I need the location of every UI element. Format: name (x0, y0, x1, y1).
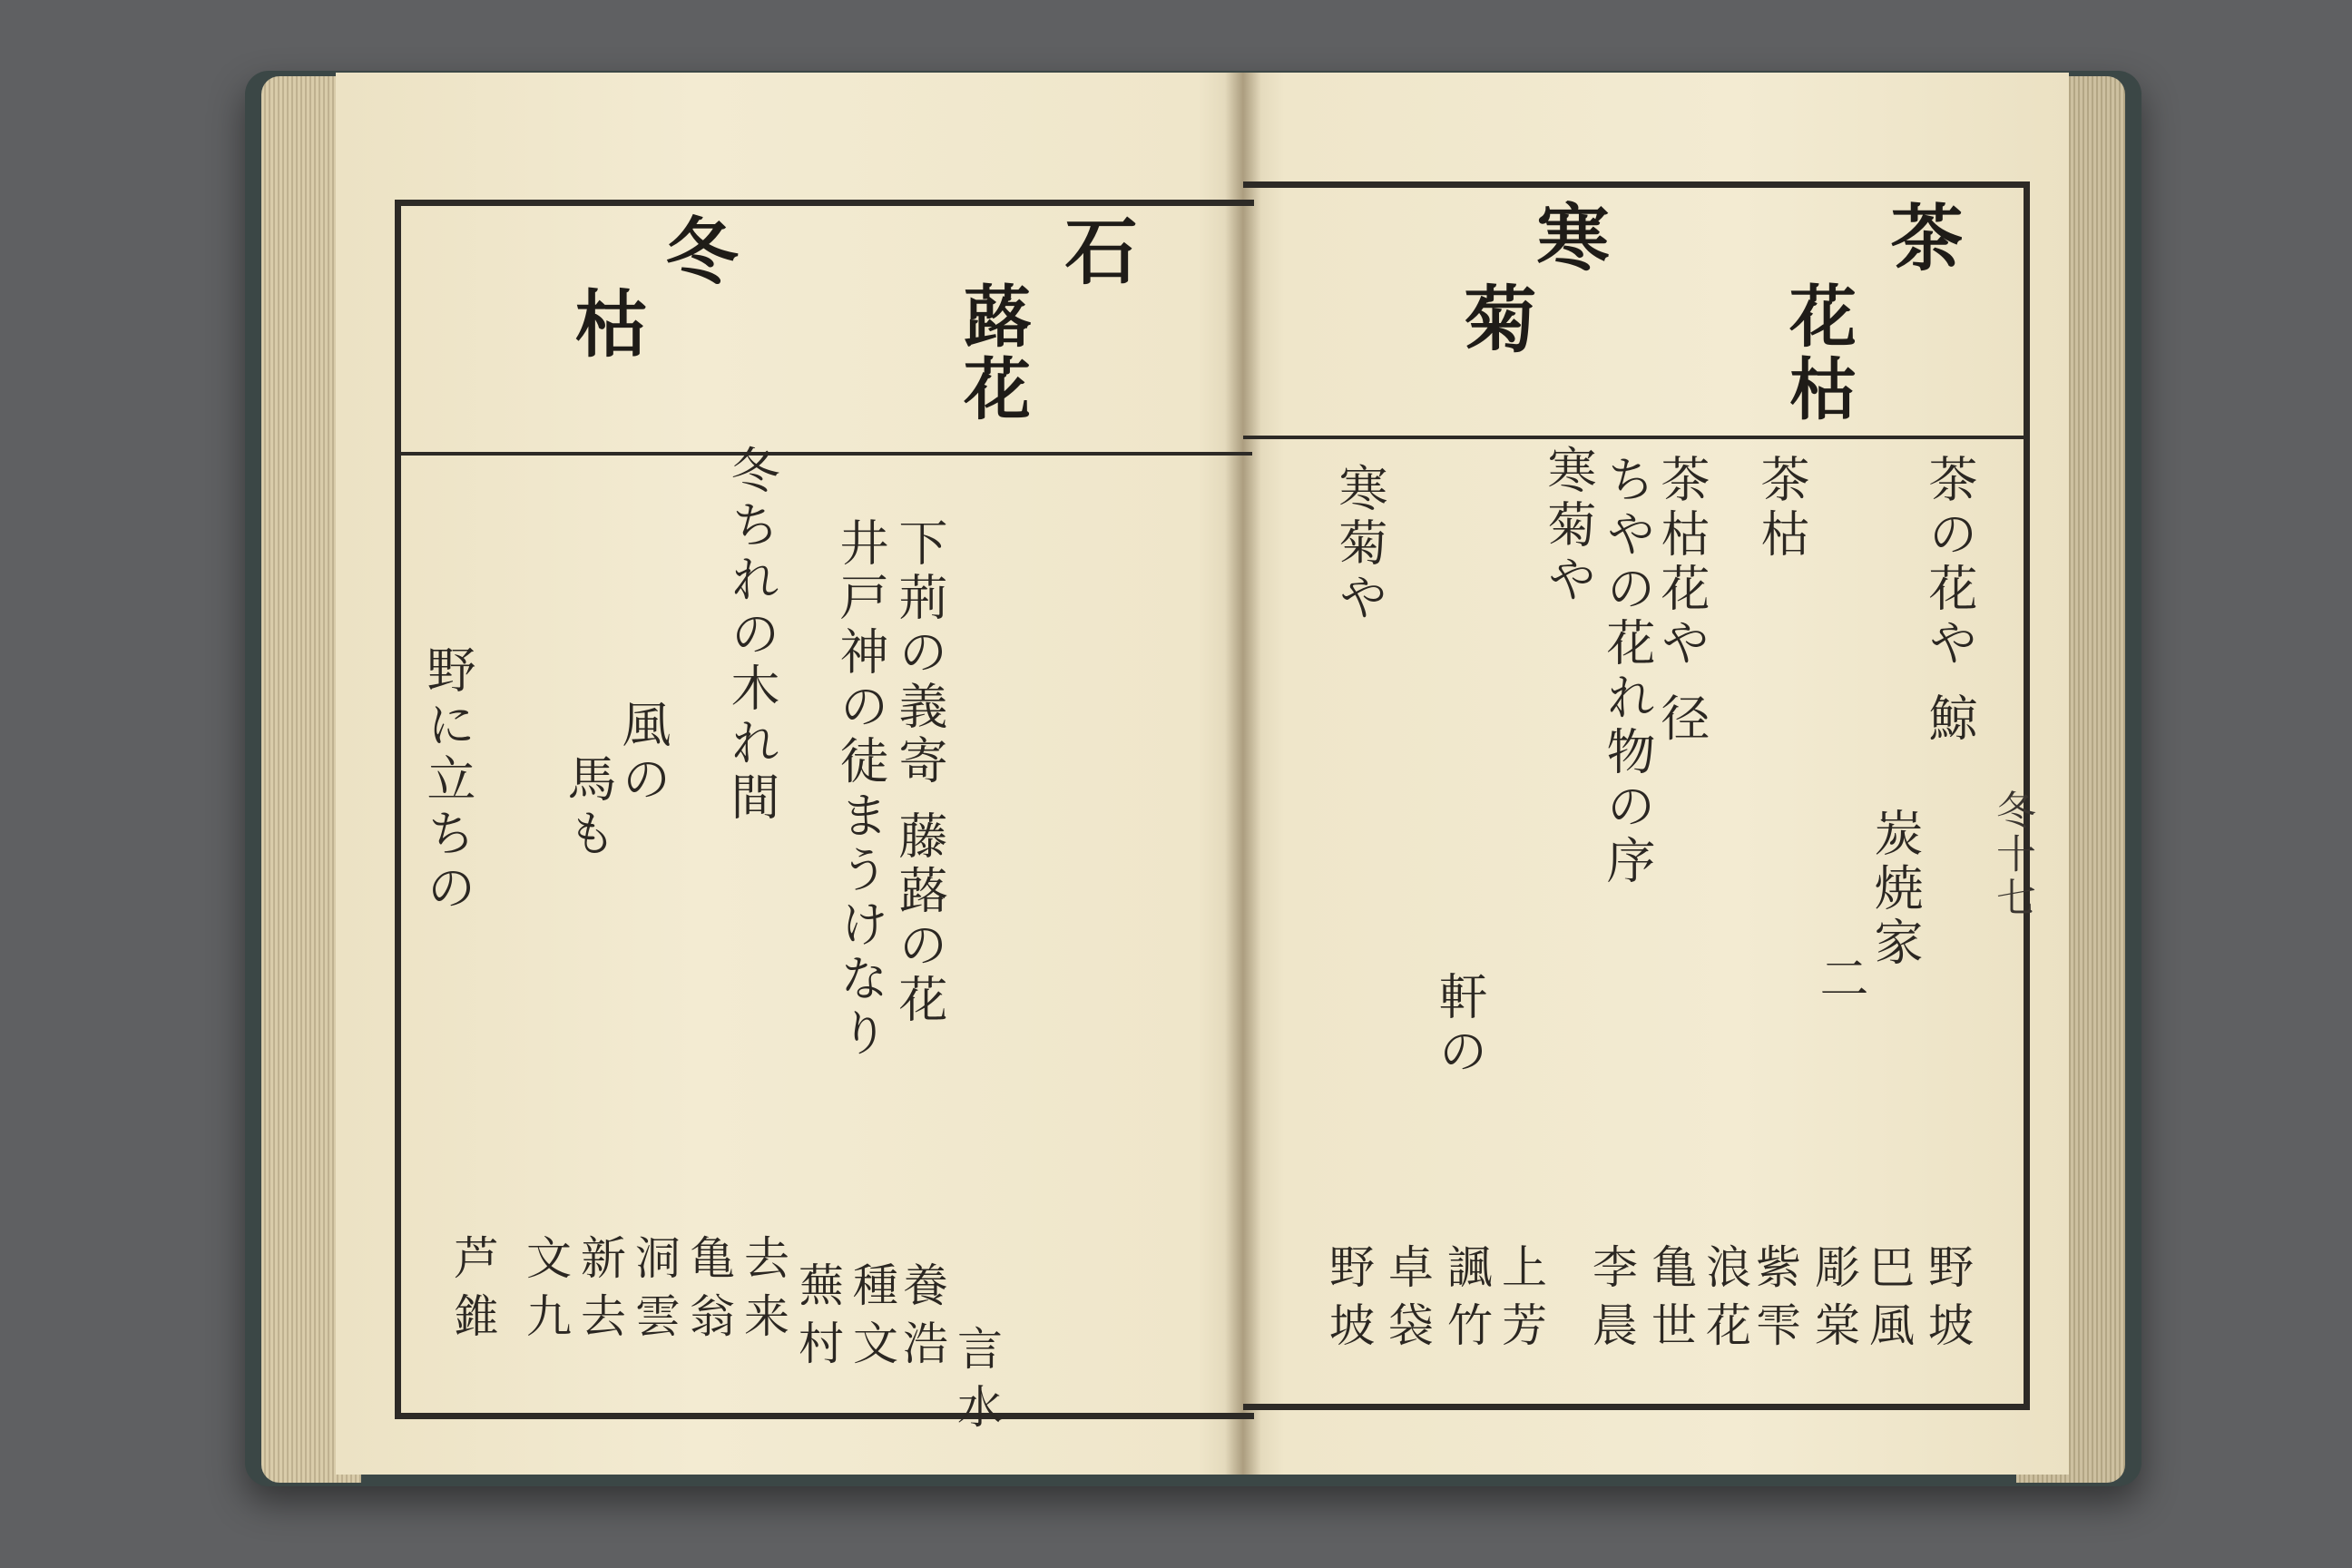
poem-author: 諷竹 (1440, 1243, 1493, 1359)
poem-author: 去来 (737, 1234, 789, 1350)
poem-author: 紫雫 (1749, 1243, 1801, 1359)
poem-author: 彫棠 (1808, 1243, 1860, 1359)
poem-author: 蕪村 (791, 1261, 844, 1377)
poem-column: 寒菊や (1331, 463, 1388, 626)
title-kare: 枯 (563, 286, 648, 364)
poem-column: 寒菊や (1540, 445, 1597, 608)
poem-column: 風の (614, 699, 671, 808)
poem-author: 芦錐 (446, 1234, 499, 1350)
title-hanakare: 花枯 (1779, 281, 1857, 426)
poem-column: 軒の (1431, 971, 1488, 1080)
page-number: 冬十七 (1989, 789, 2035, 920)
poem-author: 洞雲 (628, 1234, 681, 1350)
poem-column: 馬も (560, 753, 617, 862)
title-stone: 石 (1053, 213, 1138, 291)
poem-column: 茶の花や 鯨 (1921, 454, 1978, 748)
poem-author: 巴風 (1862, 1243, 1915, 1359)
poem-column: 冬ちれの木れ間 (723, 445, 780, 826)
poem-column: 茶枯 (1753, 454, 1810, 563)
poem-column: 井戸神の徒まうけなり (832, 517, 889, 1062)
poem-author: 養浩 (896, 1261, 948, 1377)
poem-author: 浪花 (1699, 1243, 1751, 1359)
poem-author: 言水 (950, 1325, 1003, 1441)
poem-column: ちやの花れ物の序 (1599, 454, 1656, 889)
poem-author: 亀世 (1644, 1243, 1697, 1359)
poem-author: 野坡 (1322, 1243, 1375, 1359)
poem-author: 亀翁 (682, 1234, 735, 1350)
poem-author: 卓袋 (1381, 1243, 1434, 1359)
open-book (245, 64, 2141, 1497)
title-rohana: 蕗花 (953, 281, 1031, 426)
poem-column: 茶枯花や 径 (1653, 454, 1710, 748)
left-title-divider (395, 452, 1252, 456)
title-fuyu: 冬 (653, 213, 739, 291)
poem-author: 李晨 (1585, 1243, 1638, 1359)
poem-author: 文九 (519, 1234, 572, 1350)
poem-author: 種文 (846, 1261, 898, 1377)
poem-author: 新去 (573, 1234, 626, 1350)
right-title-divider (1243, 436, 2028, 439)
title-kiku: 菊 (1452, 281, 1537, 359)
title-cha: 茶 (1878, 200, 1964, 278)
poem-column: 下荊の義寄 藤蕗の花 (891, 517, 948, 1029)
poem-column: 炭焼家 (1867, 808, 1924, 971)
poem-column: 野に立ちの (419, 644, 476, 916)
poem-author: 上芳 (1494, 1243, 1547, 1359)
poem-column: 二 (1812, 953, 1869, 1007)
poem-author: 野坡 (1921, 1243, 1974, 1359)
title-kan: 寒 (1524, 200, 1610, 278)
